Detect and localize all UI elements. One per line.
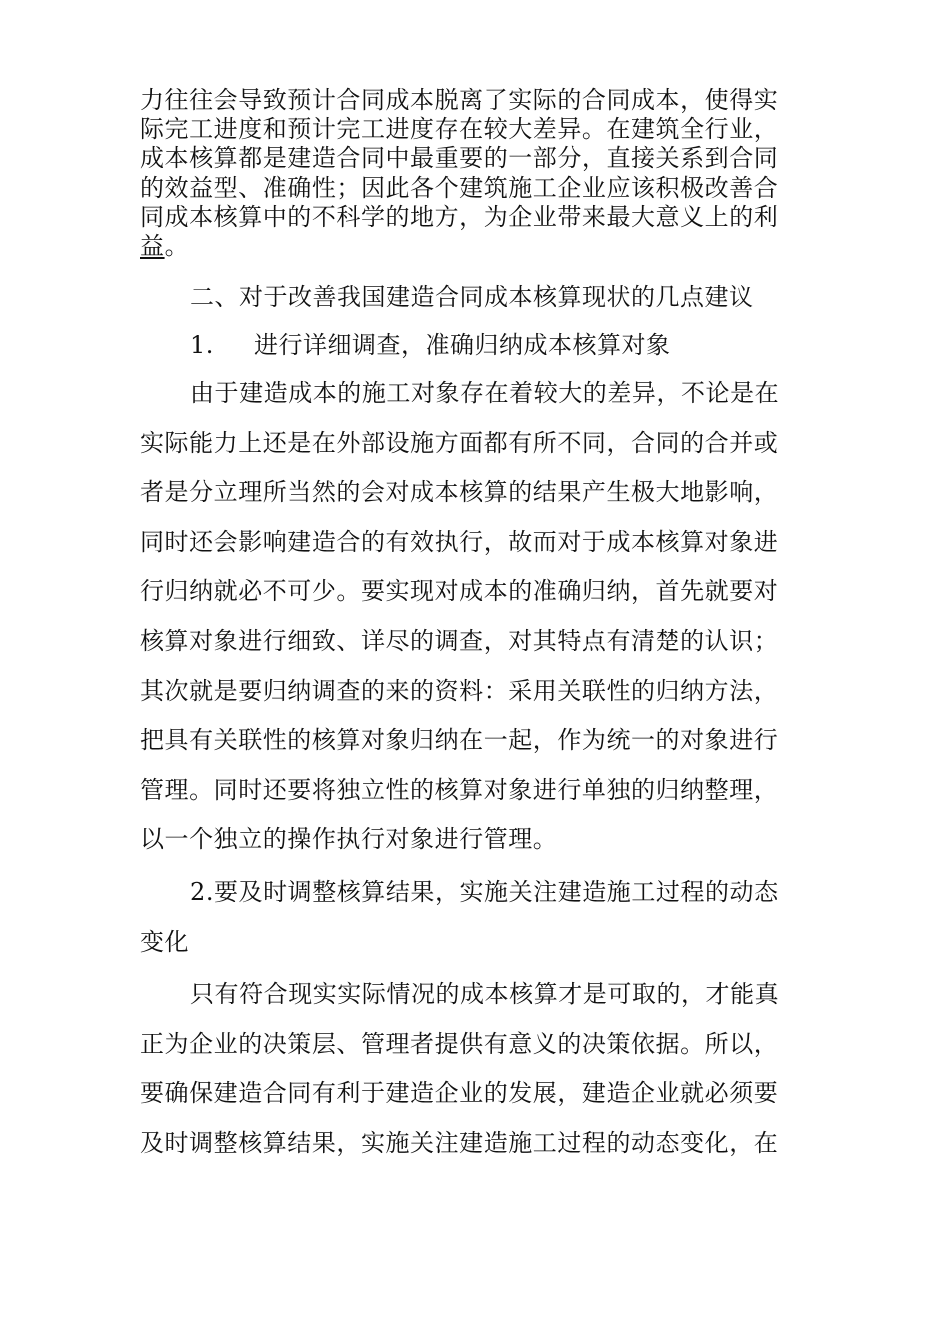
text-line: 的效益型、准确性；因此各个建筑施工企业应该积极改善合 [140,173,779,202]
text-line: 要确保建造合同有利于建造企业的发展，建造企业就必须要 [140,1079,779,1108]
text-line: 2.要及时调整核算结果，实施关注建造施工过程的动态 [190,878,779,906]
text-line: 管理。同时还要将独立性的核算对象进行单独的归纳整理， [140,775,779,804]
text-line: 正为企业的决策层、管理者提供有意义的决策依据。所以， [140,1029,779,1058]
underlined-text: 益 [140,232,165,261]
text-line: 只有符合现实实际情况的成本核算才是可取的，才能真 [190,980,780,1008]
text-line-last [140,232,816,261]
text-line: 同时还会影响建造合的有效执行，故而对于成本核算对象进 [140,527,779,556]
text-line: 把具有关联性的核算对象归纳在一起，作为统一的对象进行 [140,726,779,755]
paragraph-2 [140,369,816,865]
section-heading: 二、对于改善我国建造合同成本核算现状的几点建议 [190,283,754,311]
item-2-title [140,868,816,967]
item-1-title: 进行详细调查，准确归纳成本核算对象 [254,331,671,359]
text-line: 由于建造成本的施工对象存在着较大的差异，不论是在 [190,379,780,407]
text-line: 力往往会导致预计合同成本脱离了实际的合同成本，使得实 [140,86,779,114]
text-line: 实际能力上还是在外部设施方面都有所不同，合同的合并或 [140,428,779,457]
text-line: 其次就是要归纳调查的来的资料：采用关联性的归纳方法， [140,676,779,705]
text-line: 者是分立理所当然的会对成本核算的结果产生极大地影响， [140,478,779,507]
text-line: 及时调整核算结果，实施关注建造施工过程的动态变化，在 [140,1128,779,1157]
text-line: 成本核算都是建造合同中最重要的一部分，直接关系到合同 [140,144,779,173]
text-tail: 。 [164,232,190,261]
text-line: 行归纳就必不可少。要实现对成本的准确归纳，首先就要对 [140,577,779,606]
text-line: 核算对象进行细致、详尽的调查，对其特点有清楚的认识； [140,626,779,655]
text-line: 变化 [140,927,190,956]
paragraph-continuation [140,86,816,261]
paragraph-3 [140,970,816,1168]
text-line: 际完工进度和预计完工进度存在较大差异。在建筑全行业， [140,115,779,144]
text-line: 同成本核算中的不科学的地方，为企业带来最大意义上的利 [140,202,779,231]
item-1-number: 1. [190,331,214,359]
text-line: 以一个独立的操作执行对象进行管理。 [140,825,558,854]
